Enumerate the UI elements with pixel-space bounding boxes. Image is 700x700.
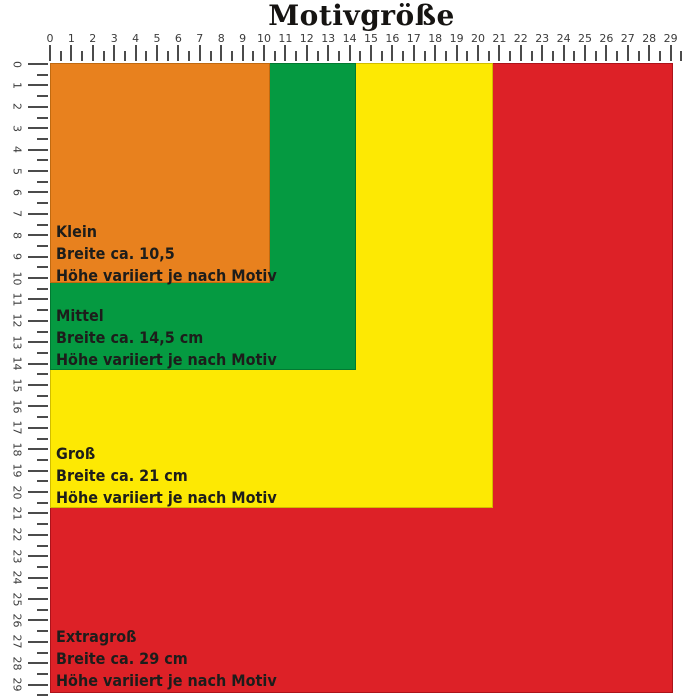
ruler-tick-major <box>520 45 522 61</box>
ruler-tick-minor <box>531 51 533 61</box>
ruler-tick-major <box>28 170 48 172</box>
ruler-tick-minor <box>37 630 48 632</box>
ruler-number: 23 <box>10 549 24 564</box>
ruler-tick-major <box>156 45 158 61</box>
ruler-tick-minor <box>252 51 254 61</box>
ruler-number: 17 <box>406 32 421 45</box>
ruler-number: 22 <box>513 32 528 45</box>
ruler-tick-minor <box>317 51 319 61</box>
ruler-tick-major <box>263 45 265 61</box>
ruler-number: 7 <box>10 210 24 218</box>
ruler-tick-minor <box>37 652 48 654</box>
ruler-number: 24 <box>10 570 24 585</box>
ruler-tick-minor <box>616 51 618 61</box>
ruler-tick-minor <box>37 416 48 418</box>
ruler-tick-major <box>28 598 48 600</box>
ruler-tick-minor <box>37 159 48 161</box>
size-label-extragross <box>56 626 277 692</box>
ruler-tick-major <box>28 427 48 429</box>
ruler-tick-major <box>242 45 244 61</box>
size-height-text: Höhe variiert je nach Motiv <box>56 671 277 690</box>
ruler-number: 24 <box>556 32 571 45</box>
ruler-tick-major <box>306 45 308 61</box>
ruler-number: 20 <box>471 32 485 45</box>
ruler-tick-minor <box>37 459 48 461</box>
ruler-number: 19 <box>10 463 24 478</box>
ruler-number: 15 <box>364 32 378 45</box>
ruler-tick-major <box>498 45 500 61</box>
ruler-number: 14 <box>342 32 357 45</box>
ruler-tick-minor <box>274 51 276 61</box>
ruler-tick-major <box>135 45 137 61</box>
ruler-number: 0 <box>10 60 24 68</box>
ruler-tick-minor <box>359 51 361 61</box>
ruler-number: 16 <box>10 399 24 414</box>
ruler-tick-major <box>584 45 586 61</box>
ruler-tick-minor <box>124 51 126 61</box>
ruler-tick-minor <box>381 51 383 61</box>
ruler-number: 19 <box>449 32 464 45</box>
ruler-tick-minor <box>37 587 48 589</box>
ruler-tick-minor <box>37 224 48 226</box>
ruler-tick-major <box>370 45 372 61</box>
ruler-number: 11 <box>10 292 24 307</box>
ruler-tick-minor <box>210 51 212 61</box>
ruler-tick-minor <box>445 51 447 61</box>
ruler-tick-major <box>28 320 48 322</box>
page-title: Motivgröße <box>268 0 455 32</box>
ruler-tick-major <box>28 191 48 193</box>
ruler-tick-major <box>28 298 48 300</box>
ruler-tick-major <box>28 534 48 536</box>
ruler-tick-minor <box>573 51 575 61</box>
size-height-text: Höhe variiert je nach Motiv <box>56 488 277 507</box>
ruler-number: 9 <box>239 32 247 45</box>
size-width-text: Breite ca. 21 cm <box>56 466 188 485</box>
ruler-number: 6 <box>10 188 24 196</box>
ruler-tick-major <box>477 45 479 61</box>
ruler-tick-minor <box>37 245 48 247</box>
ruler-tick-major <box>648 45 650 61</box>
ruler-number: 6 <box>174 32 182 45</box>
ruler-tick-major <box>605 45 607 61</box>
ruler-number: 0 <box>46 32 54 45</box>
ruler-tick-minor <box>37 117 48 119</box>
size-name: Klein <box>56 222 98 241</box>
ruler-number: 21 <box>10 506 24 521</box>
ruler-tick-major <box>627 45 629 61</box>
ruler-tick-minor <box>37 202 48 204</box>
ruler-number: 11 <box>278 32 293 45</box>
ruler-tick-major <box>28 405 48 407</box>
ruler-number: 12 <box>299 32 314 45</box>
ruler-tick-minor <box>402 51 404 61</box>
ruler-tick-minor <box>295 51 297 61</box>
ruler-number: 5 <box>10 167 24 175</box>
ruler-number: 26 <box>599 32 614 45</box>
ruler-number: 3 <box>10 124 24 132</box>
ruler-tick-major <box>28 256 48 258</box>
ruler-tick-minor <box>37 74 48 76</box>
ruler-tick-minor <box>60 51 62 61</box>
ruler-tick-major <box>28 470 48 472</box>
size-width-text: Breite ca. 14,5 cm <box>56 328 204 347</box>
size-width-text: Breite ca. 10,5 <box>56 244 175 263</box>
ruler-tick-minor <box>37 95 48 97</box>
ruler-tick-major <box>28 127 48 129</box>
ruler-tick-minor <box>37 694 48 696</box>
ruler-tick-minor <box>188 51 190 61</box>
ruler-number: 25 <box>578 32 592 45</box>
ruler-number: 15 <box>10 378 24 392</box>
ruler-tick-major <box>220 45 222 61</box>
size-height-text: Höhe variiert je nach Motiv <box>56 266 277 285</box>
ruler-number: 21 <box>492 32 507 45</box>
ruler-number: 5 <box>153 32 161 45</box>
size-name: Groß <box>56 444 96 463</box>
ruler-tick-minor <box>37 309 48 311</box>
ruler-tick-major <box>28 684 48 686</box>
ruler-tick-minor <box>638 51 640 61</box>
ruler-number: 1 <box>67 32 75 45</box>
ruler-tick-major <box>541 45 543 61</box>
ruler-tick-minor <box>37 138 48 140</box>
ruler-number: 14 <box>10 356 24 371</box>
ruler-tick-major <box>28 662 48 664</box>
ruler-tick-minor <box>103 51 105 61</box>
ruler-tick-major <box>28 619 48 621</box>
ruler-number: 16 <box>385 32 400 45</box>
ruler-tick-major <box>113 45 115 61</box>
ruler-tick-minor <box>167 51 169 61</box>
ruler-number: 28 <box>642 32 657 45</box>
ruler-number: 4 <box>10 146 24 154</box>
ruler-number: 17 <box>10 420 24 435</box>
ruler-number: 13 <box>321 32 336 45</box>
ruler-number: 22 <box>10 527 24 542</box>
size-label-klein <box>56 221 277 287</box>
ruler-tick-major <box>28 106 48 108</box>
ruler-number: 2 <box>89 32 97 45</box>
ruler-tick-major <box>28 384 48 386</box>
size-label-gross <box>56 443 277 509</box>
ruler-tick-major <box>563 45 565 61</box>
ruler-tick-major <box>28 234 48 236</box>
ruler-number: 20 <box>10 485 24 499</box>
ruler-number: 29 <box>663 32 678 45</box>
ruler-tick-major <box>391 45 393 61</box>
ruler-number: 2 <box>10 103 24 111</box>
ruler-tick-major <box>177 45 179 61</box>
ruler-tick-minor <box>81 51 83 61</box>
ruler-tick-major <box>28 577 48 579</box>
ruler-tick-minor <box>37 502 48 504</box>
ruler-tick-major <box>456 45 458 61</box>
ruler-number: 25 <box>10 592 24 606</box>
ruler-number: 1 <box>10 81 24 89</box>
ruler-tick-major <box>28 84 48 86</box>
ruler-tick-major <box>284 45 286 61</box>
ruler-number: 27 <box>10 634 24 649</box>
ruler-tick-major <box>28 448 48 450</box>
ruler-number: 13 <box>10 335 24 350</box>
size-width-text: Breite ca. 29 cm <box>56 649 188 668</box>
ruler-tick-minor <box>424 51 426 61</box>
ruler-tick-minor <box>595 51 597 61</box>
ruler-tick-minor <box>37 673 48 675</box>
ruler-tick-minor <box>37 373 48 375</box>
ruler-number: 8 <box>10 231 24 239</box>
ruler-tick-major <box>28 491 48 493</box>
ruler-tick-minor <box>509 51 511 61</box>
ruler-number: 12 <box>10 313 24 328</box>
ruler-tick-minor <box>37 566 48 568</box>
ruler-tick-major <box>434 45 436 61</box>
ruler-tick-minor <box>338 51 340 61</box>
ruler-tick-minor <box>37 181 48 183</box>
ruler-number: 28 <box>10 656 24 671</box>
ruler-number: 29 <box>10 677 24 692</box>
ruler-number: 10 <box>257 32 271 45</box>
ruler-number: 27 <box>620 32 635 45</box>
ruler-tick-minor <box>488 51 490 61</box>
ruler-tick-major <box>327 45 329 61</box>
ruler-tick-minor <box>37 352 48 354</box>
ruler-tick-major <box>28 363 48 365</box>
ruler-tick-minor <box>37 545 48 547</box>
ruler-tick-minor <box>231 51 233 61</box>
size-height-text: Höhe variiert je nach Motiv <box>56 350 277 369</box>
ruler-tick-major <box>70 45 72 61</box>
ruler-tick-major <box>28 149 48 151</box>
ruler-tick-minor <box>37 438 48 440</box>
ruler-tick-minor <box>466 51 468 61</box>
ruler-tick-major <box>670 45 672 61</box>
ruler-tick-major <box>28 341 48 343</box>
ruler-number: 3 <box>110 32 118 45</box>
ruler-tick-minor <box>659 51 661 61</box>
ruler-tick-major <box>199 45 201 61</box>
ruler-number: 4 <box>132 32 140 45</box>
ruler-tick-major <box>28 555 48 557</box>
ruler-tick-minor <box>37 523 48 525</box>
ruler-tick-minor <box>37 266 48 268</box>
ruler-tick-major <box>28 63 48 65</box>
ruler-tick-minor <box>145 51 147 61</box>
size-name: Mittel <box>56 306 104 325</box>
ruler-tick-minor <box>37 288 48 290</box>
ruler-tick-major <box>349 45 351 61</box>
ruler-tick-major <box>49 45 51 61</box>
ruler-tick-minor <box>680 51 682 61</box>
ruler-number: 26 <box>10 613 24 628</box>
ruler-tick-major <box>413 45 415 61</box>
ruler-tick-major <box>28 512 48 514</box>
ruler-number: 23 <box>535 32 550 45</box>
ruler-tick-minor <box>552 51 554 61</box>
ruler-tick-major <box>92 45 94 61</box>
ruler-tick-major <box>28 213 48 215</box>
ruler-tick-major <box>28 277 48 279</box>
ruler-number: 18 <box>10 442 24 457</box>
ruler-tick-minor <box>37 331 48 333</box>
ruler-tick-major <box>28 641 48 643</box>
ruler-tick-minor <box>37 480 48 482</box>
size-label-mittel <box>56 305 277 371</box>
ruler-tick-minor <box>37 609 48 611</box>
ruler-number: 7 <box>196 32 204 45</box>
ruler-number: 8 <box>217 32 225 45</box>
ruler-tick-minor <box>37 395 48 397</box>
ruler-number: 10 <box>10 271 24 285</box>
size-name: Extragroß <box>56 627 137 646</box>
ruler-number: 18 <box>428 32 443 45</box>
ruler-number: 9 <box>10 253 24 261</box>
